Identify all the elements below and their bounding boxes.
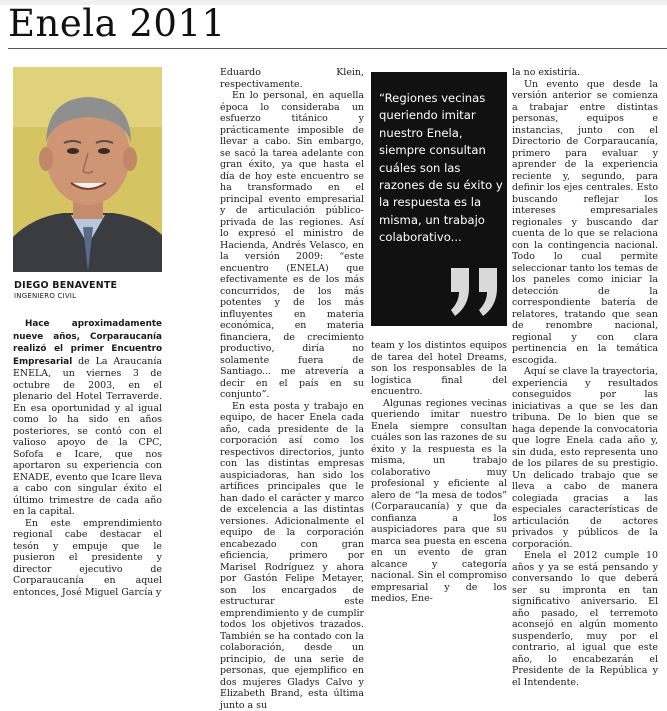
article-paragraph: En esta posta y trabajo en equipo, de hacer Enela cada año, cada presidente de la corporación así como los respectivos directorios, junto con las distintas empresas auspiciadoras, han sido los artífices principales que le han dado el carácter y marco de excelencia a las distintas versiones. Adicionalmente el equipo de la corporación encabezado con gran eficiencia, primero por Marisel Rodríguez y ahora por Gastón Felipe Metayer, son los encargados de estructurar este emprendimiento y de cumplir todos los objetivos trazados. También se ha contado con la colaboración, desde un principio, de una serie de personas, que ejemplifico en dos mujeres Gladys Calvo y Elizabeth Brand, esta última junto a su [220,401,364,711]
pull-quote-box [371,72,507,326]
lead-continuation: de La Araucanía ENELA, un viernes 3 de octubre de 2003, en el plenario del Hotel Terraverde. En esa oportunidad y al igual como lo ha sido en años posteriores, se contó con el valioso apoyo de la CPC, Sofofa e Icare, que nos aportaron su experiencia con ENADE, evento que Icare lleva a cabo con singular éxito el último trimestre de cada año en la capital. [13,356,162,518]
article-paragraph: En este emprendimiento regional cabe destacar el tesón y empuje que le pusieron el presidente y director ejecutivo de Corparaucanía en aquel entonces, José Miguel García y [13,518,162,599]
author-photo [13,67,162,272]
article-column-1 [13,318,162,598]
article-paragraph: Un evento que desde la versión anterior se comienza a trabajar entre distintas personas, equipos e instancias, junto con el Directorio de Corparaucanía, primero para evaluar y aprender de la experiencia reciente y, segundo, para definir los ejes centrales. Esto buscando reflejar los intereses empresariales regionales y buscando dar cuenta de lo que se relaciona con la contingencia nacional. Todo lo cual permite seleccionar tanto los temas de los paneles como iniciar la detección de la correspondiente batería de relatores, tratando que sean de renombre nacional, regional y con clara pertinencia en la temática escogida. [512,79,658,367]
closing-quote-icon [447,268,503,316]
article-paragraph: Enela el 2012 cumple 10 años y ya se está pensando y conversando lo que deberá ser su impronta en tan significativo aniversario. El año pasado, el terremoto aconsejó en algún momento suspenderlo, muy por el contrario, al igual que este año, lo encabezarán el Presidente de la República y el Intendente. [512,550,658,688]
page-title: Enela 2011 [8,2,226,46]
article-paragraph: team y los distintos equipos de tarea del hotel Dreams, son los responsables de la logística final del encuentro. [371,340,507,398]
title-divider [8,48,667,49]
article-paragraph: la no existiría. [512,67,658,79]
lead-text: Hace aproximadamente nueve años, Corparaucanía realizó el primer Encuentro Empresarial [13,319,162,367]
article-paragraph: Aquí se clave la trayectoria, experiencia y resultados conseguidos por las iniciativas a que se les dan tribuna. De lo bien que se haga depende la convocatoria que logre Enela cada año y, sin duda, esto representa uno de los pilares de su prestigio. Un delicado trabajo que se lleva a cabo de manera colegiada gracias a las especiales características de articulación de actores privados y públicos de la corporación. [512,366,658,550]
article-paragraph: En lo personal, en aquella época lo consideraba un esfuerzo titánico y prácticamente imposible de llevar a cabo. Sin embargo, se sacó la tarea adelante con gran éxito, ya que hasta el día de hoy este encuentro se ha transformado en el principal evento empresarial y de articulación público-privada de las regiones. Así lo expresó el ministro de Hacienda, Andrés Velasco, en la versión 2009: “este encuentro (ENELA) que efectivamente es de los más concurridos, de los más potentes y de los más influyentes en materia económica, en materia financiera, de crecimiento productivo, diría no solamente fuera de Santiago... me atrevería a decir en el país en su conjunto”. [220,90,364,401]
article-paragraph: Eduardo Klein, respectivamente. [220,67,364,90]
photo-caption-role: INGENIERO CIVIL [14,292,76,300]
article-column-4 [512,67,658,688]
author-portrait-image [13,67,162,272]
pull-quote-text: “Regiones vecinas queriendo imitar nuestro Enela, siempre consultan cuáles son las razones de su éxito y la respuesta es la misma, un trabajo colaborativo... [379,90,505,247]
photo-caption-name: DIEGO BENAVENTE [14,280,117,291]
article-column-3 [371,340,507,605]
article-paragraph: Algunas regiones vecinas queriendo imitar nuestro Enela siempre consultan cuáles son las razones de su éxito y la respuesta es la misma, un trabajo colaborativo muy profesional y eficiente al alero de “la mesa de todos” (Corparaucanía) y que da confianza a los auspiciadores para que su marca sea puesta en escena en un evento de gran alcance y categoría nacional. Sin el compromiso empresarial y de los medios, Ene- [371,398,507,605]
article-column-2 [220,67,364,711]
article-paragraph [13,318,162,518]
